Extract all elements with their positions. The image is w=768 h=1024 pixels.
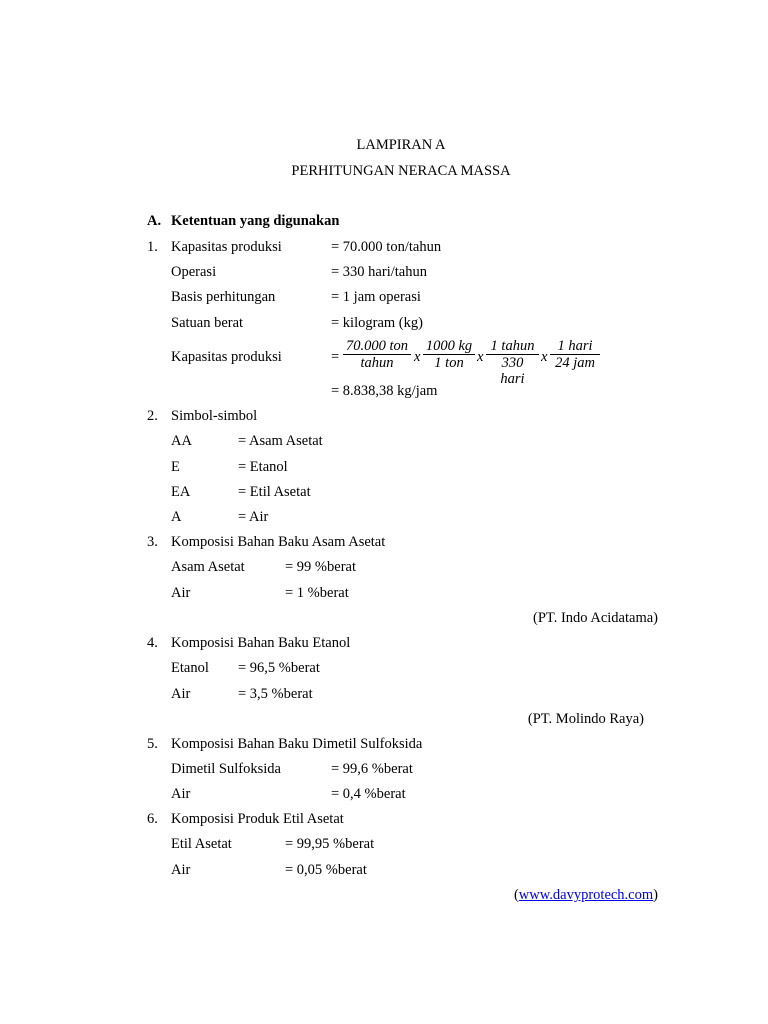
row-label: Etil Asetat bbox=[171, 836, 232, 852]
fraction-denominator: 330 hari bbox=[500, 355, 525, 387]
fraction-denominator: 1 ton bbox=[434, 355, 464, 371]
item-number-1: 1. bbox=[147, 239, 158, 255]
row-value: = 70.000 ton/tahun bbox=[331, 239, 442, 255]
fraction-numerator: 1000 kg bbox=[423, 338, 475, 355]
item-number-6: 6. bbox=[147, 811, 158, 827]
fraction-2 bbox=[423, 338, 475, 371]
fraction-numerator: 70.000 ton bbox=[343, 338, 411, 355]
source-citation bbox=[514, 886, 658, 904]
paren-close: ) bbox=[653, 887, 658, 903]
row-value: = kilogram (kg) bbox=[331, 315, 423, 331]
item-heading: Komposisi Bahan Baku Etanol bbox=[171, 635, 351, 651]
symbol-value: = Etil Asetat bbox=[238, 484, 311, 500]
fraction-numerator: 1 tahun bbox=[486, 338, 539, 355]
paren-open: ( bbox=[513, 887, 519, 903]
row-value: = 99,95 %berat bbox=[285, 836, 375, 852]
section-heading: Ketentuan yang digunakan bbox=[171, 213, 340, 229]
fraction-1 bbox=[343, 338, 411, 371]
row-label: Air bbox=[171, 686, 191, 702]
row-label: Etanol bbox=[171, 660, 209, 676]
item-number-3: 3. bbox=[147, 534, 158, 550]
row-label: Kapasitas produksi bbox=[171, 239, 282, 255]
row-label: Operasi bbox=[171, 264, 217, 280]
fraction-denominator: tahun bbox=[360, 355, 394, 371]
row-label: Basis perhitungan bbox=[171, 289, 276, 305]
symbol-label: E bbox=[171, 459, 180, 475]
source-citation: (PT. Molindo Raya) bbox=[527, 711, 644, 727]
item-number-5: 5. bbox=[147, 736, 158, 752]
times-sign: x bbox=[541, 349, 548, 365]
row-label: Air bbox=[171, 585, 191, 601]
fraction-4 bbox=[550, 338, 600, 371]
fraction-3 bbox=[486, 338, 539, 387]
row-label: Dimetil Sulfoksida bbox=[171, 761, 281, 777]
item-heading: Simbol-simbol bbox=[171, 408, 258, 424]
symbol-label: EA bbox=[171, 484, 191, 500]
row-value: = 330 hari/tahun bbox=[331, 264, 427, 280]
times-sign: x bbox=[477, 349, 484, 365]
section-letter: A. bbox=[147, 213, 162, 229]
row-value: = 1 %berat bbox=[285, 585, 349, 601]
item-heading: Komposisi Bahan Baku Dimetil Sulfoksida bbox=[171, 736, 423, 752]
row-value: = 99 %berat bbox=[285, 559, 356, 575]
page-title: LAMPIRAN A bbox=[356, 137, 446, 153]
page-subtitle: PERHITUNGAN NERACA MASSA bbox=[291, 163, 511, 179]
row-value: = 3,5 %berat bbox=[238, 686, 313, 702]
calc-equals: = bbox=[331, 349, 340, 365]
symbol-label: A bbox=[171, 509, 182, 525]
item-heading: Komposisi Bahan Baku Asam Asetat bbox=[171, 534, 386, 550]
row-label: Air bbox=[171, 786, 191, 802]
row-value: = 96,5 %berat bbox=[238, 660, 320, 676]
source-link[interactable]: www.davyprotech.com bbox=[518, 887, 654, 903]
symbol-label: AA bbox=[171, 433, 192, 449]
row-value: = 99,6 %berat bbox=[331, 761, 413, 777]
row-value: = 1 jam operasi bbox=[331, 289, 421, 305]
row-label: Satuan berat bbox=[171, 315, 244, 331]
row-value: = 0,05 %berat bbox=[285, 862, 367, 878]
item-number-2: 2. bbox=[147, 408, 158, 424]
row-value: = 0,4 %berat bbox=[331, 786, 406, 802]
item-heading: Komposisi Produk Etil Asetat bbox=[171, 811, 344, 827]
fraction-denominator: 24 jam bbox=[555, 355, 595, 371]
item-number-4: 4. bbox=[147, 635, 158, 651]
symbol-value: = Asam Asetat bbox=[238, 433, 323, 449]
source-citation: (PT. Indo Acidatama) bbox=[533, 610, 658, 626]
row-label: Asam Asetat bbox=[171, 559, 245, 575]
row-label: Air bbox=[171, 862, 191, 878]
times-sign: x bbox=[414, 349, 421, 365]
symbol-value: = Etanol bbox=[238, 459, 288, 475]
symbol-value: = Air bbox=[238, 509, 269, 525]
fraction-numerator: 1 hari bbox=[550, 338, 600, 355]
calc-result: = 8.838,38 kg/jam bbox=[331, 383, 438, 399]
calc-label: Kapasitas produksi bbox=[171, 349, 282, 365]
